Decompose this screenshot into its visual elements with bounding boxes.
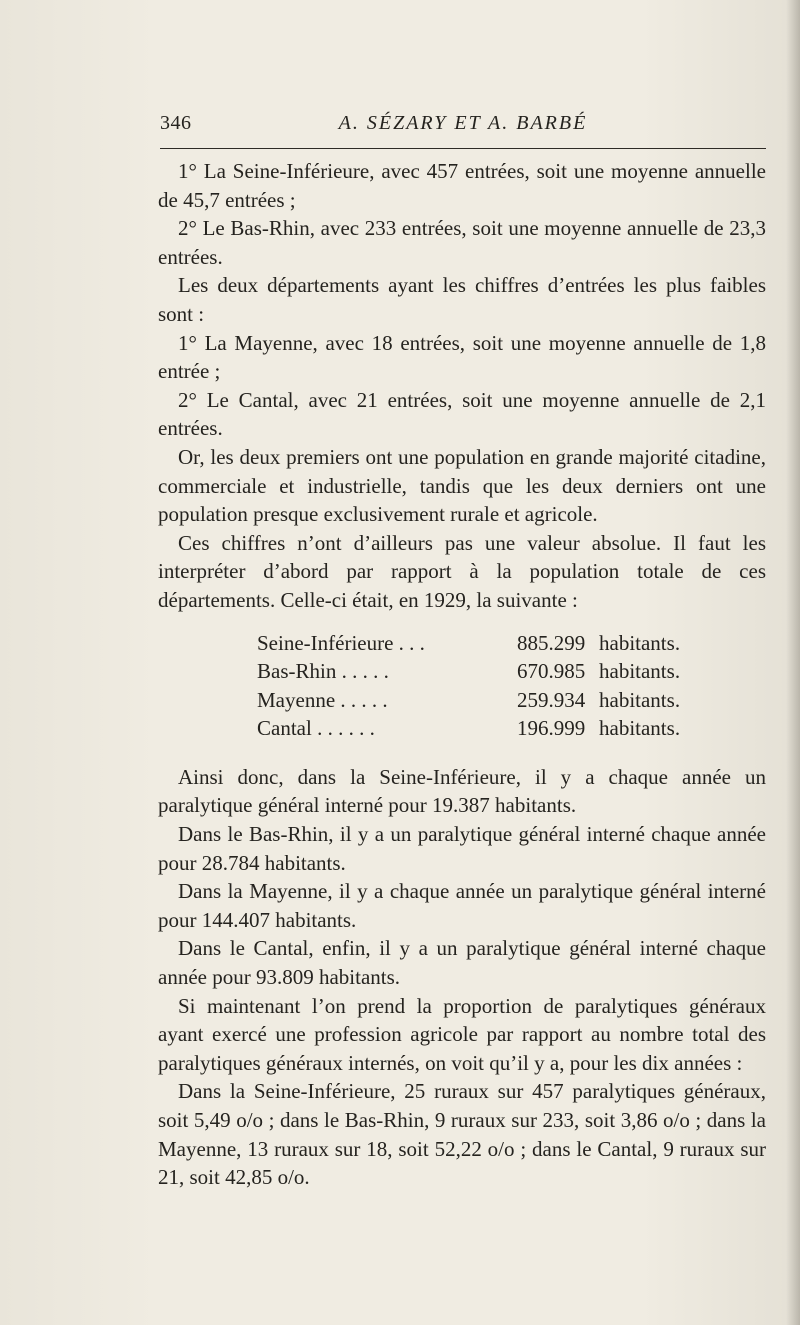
- paragraph: Or, les deux premiers ont une population en grande majorité citadine, commerciale et industrielle, tandis que les deux derniers ont une population presque exclusivement rurale et agricole.: [158, 444, 766, 527]
- departement-cell: Seine-Inférieure . . .: [257, 630, 425, 655]
- unit-cell: habitants.: [599, 716, 681, 741]
- population-cell: 196.999: [517, 716, 586, 741]
- paragraph: Les deux départements ayant les chiffres d’entrées les plus faibles sont :: [158, 273, 766, 326]
- paragraph: 1° La Seine-Inférieure, avec 457 entrées, soit une moyenne annuelle de 45,7 entrées ;: [158, 159, 766, 212]
- unit-cell: habitants.: [599, 687, 681, 712]
- paragraph: Ces chiffres n’ont d’ailleurs pas une valeur absolue. Il faut les interpréter d’abord par rapport à la population totale de ces départements. Celle-ci était, en 1929, la suivante :: [158, 530, 766, 612]
- page-edge-shadow: [786, 0, 800, 1325]
- departement-cell: Mayenne . . . . .: [257, 687, 388, 712]
- paragraph: Dans le Bas-Rhin, il y a un paralytique général interné chaque année pour 28.784 habitants.: [158, 822, 766, 875]
- page-header: [160, 112, 766, 142]
- header-rule: [160, 148, 766, 149]
- paragraph: 1° La Mayenne, avec 18 entrées, soit une moyenne annuelle de 1,8 entrée ;: [158, 330, 766, 384]
- table-row: [257, 686, 707, 715]
- table-row: [257, 714, 707, 743]
- table-row: [257, 657, 707, 686]
- population-cell: 259.934: [517, 687, 586, 712]
- unit-cell: habitants.: [599, 659, 681, 684]
- paragraph: 2° Le Cantal, avec 21 entrées, soit une moyenne annuelle de 2,1 entrées.: [158, 387, 766, 441]
- unit-cell: habitants.: [599, 630, 681, 655]
- paragraph: Ainsi donc, dans la Seine-Inférieure, il y a chaque année un paralytique général interné pour 19.387 habitants.: [158, 764, 766, 818]
- population-table: [257, 629, 707, 743]
- page-number: 346: [160, 112, 192, 134]
- spacer: [158, 743, 766, 763]
- paragraph: Dans la Mayenne, il y a chaque année un paralytique général interné pour 144.407 habitants.: [158, 879, 766, 932]
- departement-cell: Cantal . . . . . .: [257, 716, 375, 741]
- body-text: [158, 157, 766, 1192]
- table-row: [257, 629, 707, 658]
- population-cell: 670.985: [517, 659, 586, 684]
- running-head: A. SÉZARY ET A. BARBÉ: [338, 112, 588, 134]
- population-cell: 885.299: [517, 630, 586, 655]
- paragraph: 2° Le Bas-Rhin, avec 233 entrées, soit une moyenne annuelle de 23,3 entrées.: [158, 216, 766, 269]
- departement-cell: Bas-Rhin . . . . .: [257, 659, 389, 684]
- paragraph: Dans la Seine-Inférieure, 25 ruraux sur 457 paralytiques généraux, soit 5,49 o/o ; dans le Bas-Rhin, 9 ruraux sur 233, soit 3,86 o/o ; dans la Mayenne, 13 ruraux sur 18, soit 52,22 o/o ; dans le Cantal, 9 ruraux sur 21, soit 42,85 o/o.: [158, 1079, 766, 1190]
- paragraph: Si maintenant l’on prend la proportion de paralytiques généraux ayant exercé une profession agricole par rapport au nombre total des paralytiques généraux internés, on voit qu’il y a, pour les dix années :: [158, 993, 766, 1075]
- spacer: [158, 615, 766, 629]
- paragraph: Dans le Cantal, enfin, il y a un paralytique général interné chaque année pour 93.809 habitants.: [158, 936, 766, 990]
